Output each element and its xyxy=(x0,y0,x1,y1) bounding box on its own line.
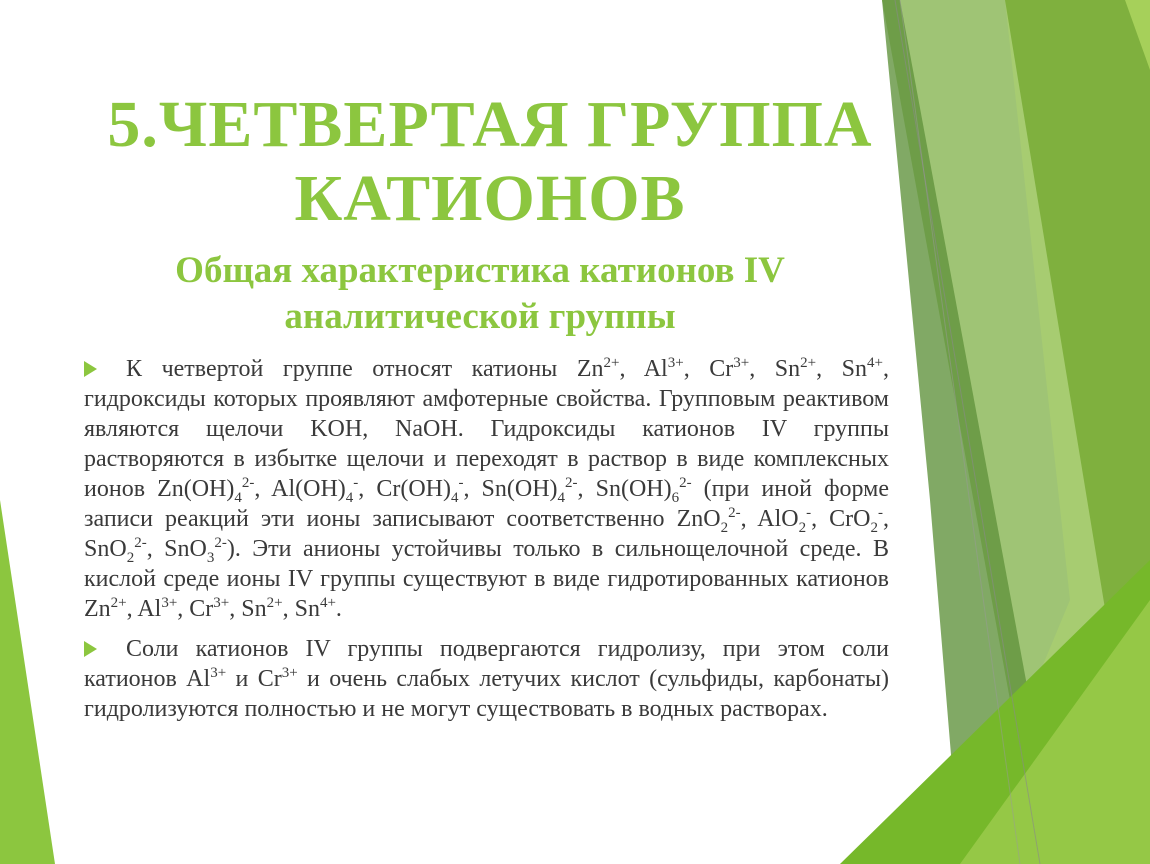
title-line-2: КАТИОНОВ xyxy=(294,162,686,235)
text-run: , CrO xyxy=(811,506,871,532)
superscript: 2- xyxy=(565,475,578,491)
text-run: , гидроксиды которых проявляют амфотерные свойства. Групповым реактивом являются щелочи KOH, NaOH. Гидроксиды катионов IV группы растворяются в избытке щелочи и переходят в раствор в виде комплексных ионов Zn(OH) xyxy=(84,356,890,502)
paragraph-text xyxy=(84,356,889,622)
text-run: К четвертой группе относят катионы Zn xyxy=(126,356,604,382)
text-run: , Al xyxy=(619,356,668,382)
subscript: 6 xyxy=(671,489,680,506)
superscript: 3+ xyxy=(733,355,750,371)
subtitle-line-1: Общая характеристика катионов IV xyxy=(175,250,785,291)
superscript: 2- xyxy=(214,535,227,551)
superscript: 2- xyxy=(241,475,255,491)
superscript: 2- xyxy=(728,505,741,521)
text-run: , Sn xyxy=(282,596,320,622)
superscript: 2+ xyxy=(110,595,127,611)
superscript: - xyxy=(353,475,359,491)
text-run: , Sn xyxy=(749,356,801,382)
subscript: 4 xyxy=(450,489,459,506)
subscript: 2 xyxy=(870,519,878,536)
text-run: , Cr(OH) xyxy=(358,476,451,502)
text-run: и очень слабых летучих кислот (сульфиды, карбонаты) гидролизуются полностью и не могут существовать в водных растворах. xyxy=(84,666,889,722)
slide-subtitle xyxy=(70,248,890,340)
text-run: Соли катионов IV группы подвергаются гидролизу, при этом соли катионов Al xyxy=(84,636,889,692)
text-run: . xyxy=(335,596,342,622)
superscript: 3+ xyxy=(161,595,178,611)
text-run: , AlO xyxy=(740,506,799,532)
text-run: , Cr xyxy=(683,356,734,382)
text-run: и Cr xyxy=(226,666,282,692)
deco-left-wedge xyxy=(0,500,55,864)
text-run: ). Эти анионы устойчивы только в сильнощелочной среде. В кислой среде ионы IV группы существуют в виде гидротированных катионов Zn xyxy=(84,536,889,622)
text-run: , Sn(OH) xyxy=(577,476,672,502)
superscript: 2- xyxy=(679,475,692,491)
subscript: 2 xyxy=(798,519,807,536)
subscript: 2 xyxy=(126,549,135,566)
superscript: 3+ xyxy=(667,355,684,371)
text-run: , Sn xyxy=(229,596,267,622)
bullet-arrow-icon xyxy=(84,641,97,657)
slide-title xyxy=(60,88,920,236)
text-run: , SnO xyxy=(146,536,207,562)
text-run: (при иной форме записи реакций эти ионы записывают соответственно ZnO xyxy=(84,476,890,532)
paragraph-text xyxy=(84,636,889,722)
subscript: 2 xyxy=(720,519,729,536)
slide-body xyxy=(84,354,889,734)
text-run: , Sn(OH) xyxy=(463,476,558,502)
bullet-arrow-icon xyxy=(84,361,97,377)
subtitle-line-2: аналитической группы xyxy=(284,296,676,337)
superscript: - xyxy=(458,475,464,491)
text-run: , Al(OH) xyxy=(254,476,346,502)
subscript: 3 xyxy=(206,549,215,566)
superscript: 4+ xyxy=(319,595,336,611)
subscript: 4 xyxy=(234,489,242,506)
text-run: , Al xyxy=(126,596,162,622)
paragraph-1 xyxy=(84,354,889,624)
superscript: 3+ xyxy=(210,665,227,681)
text-run: , SnO xyxy=(84,506,889,562)
subscript: 4 xyxy=(557,489,566,506)
superscript: 4+ xyxy=(867,355,884,371)
superscript: 2+ xyxy=(603,355,620,371)
superscript: 2- xyxy=(134,535,147,551)
superscript: 2+ xyxy=(266,595,283,611)
subscript: 4 xyxy=(345,489,354,506)
superscript: 3+ xyxy=(213,595,230,611)
text-run: , Cr xyxy=(177,596,214,622)
superscript: - xyxy=(806,505,812,521)
text-run: , Sn xyxy=(816,356,868,382)
superscript: - xyxy=(878,505,883,521)
superscript: 2+ xyxy=(800,355,817,371)
title-line-1: 5.ЧЕТВЕРТАЯ ГРУППА xyxy=(107,88,873,161)
superscript: 3+ xyxy=(281,665,298,681)
paragraph-2 xyxy=(84,634,889,724)
